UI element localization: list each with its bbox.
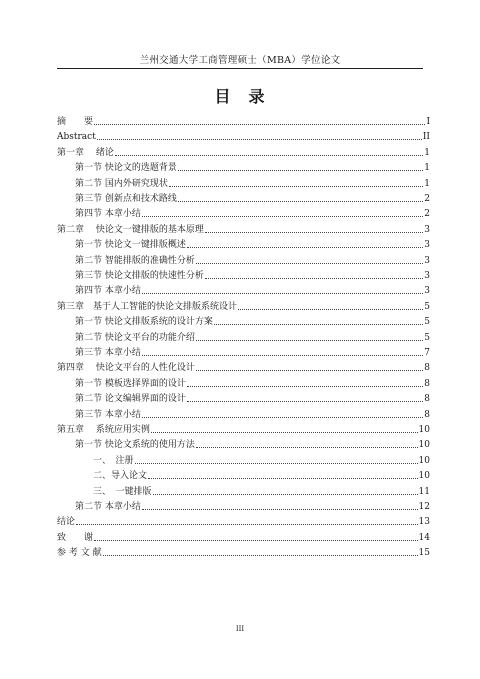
toc-leader-dots: [187, 386, 423, 387]
toc-leader-dots: [151, 432, 418, 433]
toc-entry-label: 第三章 基于人工智能的快论文排版系统设计: [57, 301, 238, 312]
toc-entry-page: 3: [424, 255, 430, 266]
toc-leader-dots: [103, 555, 418, 556]
toc-title: 目 录: [214, 87, 266, 106]
toc-entry-page: 8: [424, 409, 430, 420]
toc-entry[interactable]: [75, 343, 430, 358]
toc-entry-label: 第四节 本章小结: [75, 209, 141, 220]
toc-leader-dots: [153, 494, 418, 495]
toc-entry-page: 10: [418, 440, 430, 451]
toc-entry-label: 第二节 智能排版的准确性分析: [75, 255, 195, 266]
toc-entry-label: 第四节 本章小结: [75, 286, 141, 297]
toc-leader-dots: [238, 309, 423, 310]
toc-entry-page: 2: [424, 209, 430, 220]
toc-entry-page: I: [426, 117, 430, 127]
toc-entry-label: 第二节 本章小结: [75, 502, 141, 512]
toc-entry-label: 第三节 本章小结: [75, 409, 141, 420]
toc-entry-label: 第一节 快论文的选题背景: [75, 163, 177, 174]
toc-leader-dots: [196, 340, 423, 341]
toc-entry-page: 10: [418, 455, 430, 466]
toc-entry-label: 一、 注册: [93, 455, 134, 466]
toc-entry-page: 1: [424, 163, 430, 174]
toc-entry-page: 14: [418, 532, 430, 543]
toc-entry-label: 第一节 快论文排版系统的设计方案: [75, 317, 213, 328]
toc-entry-label: 第三节 快论文排版的快速性分析: [75, 271, 204, 281]
toc-entry-page: 3: [424, 224, 430, 235]
toc-entry[interactable]: [75, 251, 430, 266]
toc-entry[interactable]: [57, 143, 430, 158]
toc-entry[interactable]: [75, 497, 430, 512]
toc-entry-label: 第一节 快论文系统的使用方法: [75, 440, 195, 451]
toc-entry[interactable]: [75, 281, 430, 296]
toc-entry-page: 11: [418, 486, 430, 497]
toc-leader-dots: [196, 263, 423, 264]
toc-leader-dots: [178, 201, 423, 202]
toc-entry[interactable]: [93, 482, 430, 497]
toc-entry[interactable]: [75, 328, 430, 343]
toc-entry[interactable]: [57, 297, 430, 312]
toc-entry[interactable]: [57, 112, 430, 127]
toc-entry-label: 参 考 文 献: [57, 548, 102, 559]
toc-entry[interactable]: [75, 235, 430, 250]
toc-entry[interactable]: [57, 358, 430, 373]
toc-entry[interactable]: [57, 220, 430, 235]
toc-leader-dots: [97, 139, 422, 140]
toc-entry-label: 第二节 快论文平台的功能介绍: [75, 332, 195, 343]
toc-leader-dots: [142, 509, 418, 510]
toc-leader-dots: [135, 463, 418, 464]
toc-entry-page: 13: [418, 517, 430, 528]
toc-leader-dots: [205, 278, 423, 279]
toc-entry-page: 5: [424, 317, 430, 328]
toc-entry-label: 第三节 本章小结: [75, 348, 141, 358]
toc-leader-dots: [115, 155, 423, 156]
toc-entry[interactable]: [75, 405, 430, 420]
toc-leader-dots: [142, 355, 423, 356]
toc-entry-page: 12: [418, 502, 430, 512]
toc-entry-label: 第二节 论文编辑界面的设计: [75, 394, 186, 405]
toc-entry-page: 1: [424, 147, 430, 158]
toc-leader-dots: [178, 170, 423, 171]
toc-entry[interactable]: [93, 466, 430, 481]
toc-entry-label: 第三节 创新点和技术路线: [75, 194, 177, 204]
toc-entry-label: 第一节 快论文一键排版概述: [75, 240, 186, 251]
toc-entry[interactable]: [75, 189, 430, 204]
toc-entry-page: 1: [424, 178, 430, 189]
toc-entry-page: 5: [424, 332, 430, 343]
toc-entry-label: 第二章 快论文一键排版的基本原理: [57, 224, 204, 235]
toc-leader-dots: [142, 293, 423, 294]
toc-leader-dots: [196, 447, 418, 448]
toc-entry-page: 15: [418, 548, 430, 559]
toc-entry-label: 二、导入论文: [93, 471, 148, 482]
toc-entry[interactable]: [93, 451, 430, 466]
toc-entry[interactable]: [75, 158, 430, 173]
toc-entry[interactable]: [57, 543, 430, 558]
toc-leader-dots: [94, 540, 418, 541]
toc-entry-page: II: [422, 132, 430, 143]
toc-entry-page: 3: [424, 240, 430, 251]
toc-entry-page: 5: [424, 301, 430, 312]
toc-entry[interactable]: [75, 435, 430, 450]
toc-entry-page: 10: [418, 425, 430, 435]
toc-entry-label: 第四章 快论文平台的人性化设计: [57, 363, 195, 374]
toc-entry-label: 第五章 系统应用实例: [57, 425, 150, 435]
toc-entry-label: 第一章 绪论: [57, 147, 114, 158]
toc-leader-dots: [148, 478, 418, 479]
toc-entry[interactable]: [57, 528, 430, 543]
toc-entry[interactable]: [75, 389, 430, 404]
toc-entry[interactable]: [57, 512, 430, 527]
toc-leader-dots: [76, 524, 418, 525]
toc-entry-page: 8: [424, 394, 430, 405]
toc-entry[interactable]: [75, 374, 430, 389]
toc-entry-label: 结论: [57, 517, 76, 528]
toc-leader-dots: [169, 186, 423, 187]
header-rule: [57, 68, 423, 69]
toc-entry-page: 7: [424, 348, 430, 358]
toc-entry[interactable]: [57, 420, 430, 435]
toc-entry[interactable]: [57, 127, 430, 142]
toc-leader-dots: [214, 324, 423, 325]
toc-leader-dots: [142, 216, 423, 217]
toc-leader-dots: [187, 247, 423, 248]
toc-entry-page: 8: [424, 363, 430, 374]
toc-entry-page: 2: [424, 194, 430, 204]
toc-entry-label: 致 谢: [57, 532, 94, 543]
toc-leader-dots: [187, 401, 423, 402]
toc-entry-page: 8: [424, 378, 430, 389]
toc-entry-page: 10: [418, 471, 430, 482]
toc-entry-page: 3: [424, 286, 430, 297]
toc-entry-label: 第一节 模板选择界面的设计: [75, 378, 186, 389]
toc-entry-label: 三、 一键排版: [93, 486, 152, 497]
toc-entry[interactable]: [75, 204, 430, 219]
toc-leader-dots: [94, 124, 425, 125]
toc-entry-label: 摘 要: [57, 117, 94, 127]
toc-entry-label: Abstract: [57, 132, 96, 143]
toc-leader-dots: [205, 232, 423, 233]
toc-leader-dots: [196, 370, 423, 371]
page-number: III: [235, 625, 245, 633]
toc-entry[interactable]: [75, 266, 430, 281]
toc-entry-label: 第二节 国内外研究现状: [75, 178, 168, 189]
toc-entry-page: 3: [424, 271, 430, 281]
toc-leader-dots: [142, 417, 423, 418]
toc-entry[interactable]: [75, 174, 430, 189]
page-header: 兰州交通大学工商管理硕士（MBA）学位论文: [139, 55, 341, 66]
toc-entry[interactable]: [75, 312, 430, 327]
